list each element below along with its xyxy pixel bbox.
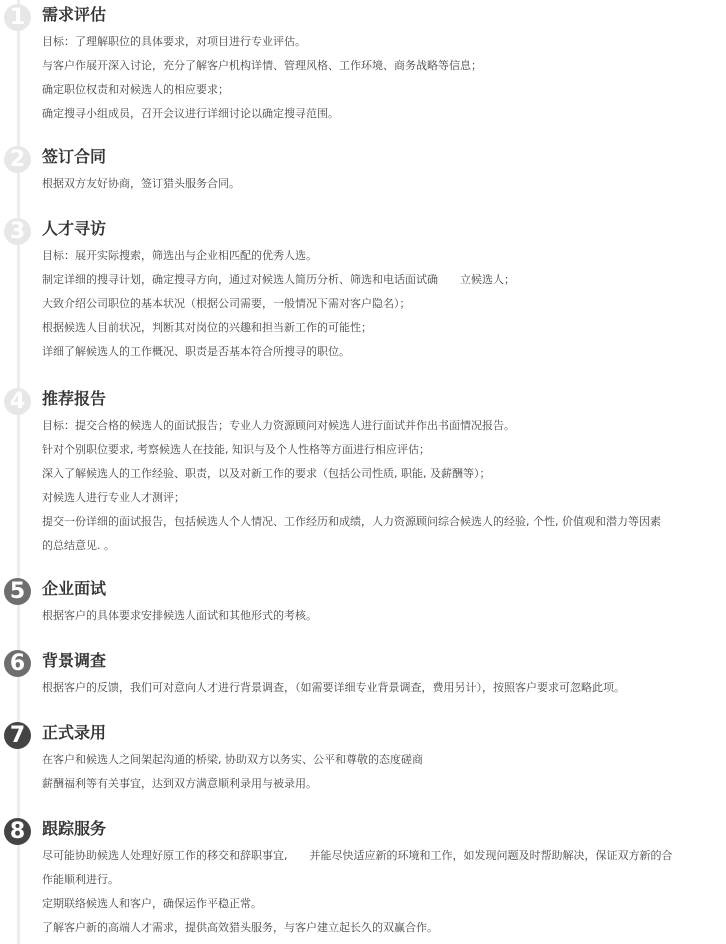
step-description bbox=[42, 414, 726, 558]
description-line: 对候选人进行专业人才测评； bbox=[42, 491, 185, 504]
description-line: 了解客户新的高端人才需求，提供高效猎头服务，与客户建立起长久的双赢合作。 bbox=[42, 921, 438, 934]
description-line: 针对个别职位要求, 考察候选人在技能, 知识与及个人性格等方面进行相应评估； bbox=[42, 443, 430, 456]
step-number-badge: 8 bbox=[4, 818, 31, 845]
step-description bbox=[42, 676, 726, 700]
step-number-badge: 3 bbox=[4, 218, 31, 245]
description-line: 制定详细的搜寻计划，确定搜寻方向，通过对候选人简历分析、筛选和电话面试确 立候选人； bbox=[42, 273, 515, 286]
step-number-badge: 2 bbox=[4, 146, 31, 173]
description-line: 目标：展开实际搜索，筛选出与企业相匹配的优秀人选。 bbox=[42, 249, 317, 262]
step-description bbox=[42, 244, 726, 364]
description-line: 薪酬福利等有关事宜，达到双方满意顺利录用与被录用。 bbox=[42, 777, 317, 790]
description-line: 目标：了理解职位的具体要求，对项目进行专业评估。 bbox=[42, 35, 306, 48]
step-title: 签订合同 bbox=[42, 147, 107, 166]
step-title: 企业面试 bbox=[42, 579, 107, 598]
description-line: 作能顺利进行。 bbox=[42, 873, 119, 886]
description-line: 根据双方友好协商，签订猎头服务合同。 bbox=[42, 177, 240, 190]
description-line: 目标：提交合格的候选人的面试报告；专业人力资源顾问对候选人进行面试并作出书面情况报告。 bbox=[42, 419, 515, 432]
step-description bbox=[42, 844, 726, 940]
description-line: 确定职位权责和对候选人的相应要求； bbox=[42, 83, 229, 96]
step-title: 推荐报告 bbox=[42, 389, 107, 408]
step-number-badge: 6 bbox=[4, 650, 31, 677]
description-line: 大致介绍公司职位的基本状况（根据公司需要，一般情况下需对客户隐名）； bbox=[42, 297, 411, 310]
description-line: 在客户和候选人之间架起沟通的桥梁, 协助双方以务实、公平和尊敬的态度磋商 bbox=[42, 753, 423, 766]
step-title: 需求评估 bbox=[42, 5, 107, 24]
description-line: 根据客户的具体要求安排候选人面试和其他形式的考核。 bbox=[42, 609, 317, 622]
description-line: 根据候选人目前状况，判断其对岗位的兴趣和担当新工作的可能性； bbox=[42, 321, 372, 334]
timeline-line bbox=[17, 0, 20, 944]
description-line: 提交一份详细的面试报告，包括候选人个人情况、工作经历和成绩，人力资源顾问综合候选人的经验, 个性, 价值观和潜力等因素 bbox=[42, 515, 661, 528]
step-title: 正式录用 bbox=[42, 723, 107, 742]
step-description bbox=[42, 604, 726, 628]
step-title: 背景调查 bbox=[42, 651, 107, 670]
step-description bbox=[42, 748, 726, 796]
description-line: 的总结意见. 。 bbox=[42, 539, 115, 552]
step-description bbox=[42, 30, 726, 126]
description-line: 确定搜寻小组成员，召开会议进行详细讨论以确定搜寻范围。 bbox=[42, 107, 339, 120]
description-line: 根据客户的反馈，我们可对意向人才进行背景调查，（如需要详细专业背景调查，费用另计），按照客户要求可忽略此项。 bbox=[42, 681, 625, 694]
step-number-badge: 5 bbox=[4, 578, 31, 605]
step-title: 人才寻访 bbox=[42, 219, 107, 238]
description-line: 与客户作展开深入讨论，充分了解客户机构详情、管理风格、工作环境、商务战略等信息； bbox=[42, 59, 482, 72]
step-number-badge: 4 bbox=[4, 388, 31, 415]
description-line: 详细了解候选人的工作概况、职责是否基本符合所搜寻的职位。 bbox=[42, 345, 350, 358]
description-line: 定期联络候选人和客户，确保运作平稳正常。 bbox=[42, 897, 262, 910]
step-description bbox=[42, 172, 726, 196]
step-title: 跟踪服务 bbox=[42, 819, 107, 838]
step-number-badge: 1 bbox=[4, 4, 31, 31]
description-line: 尽可能协助候选人处理好原工作的移交和辞职事宜, 并能尽快适应新的环境和工作，如发现问题及时帮助解决，保证双方新的合 bbox=[42, 849, 673, 862]
description-line: 深入了解候选人的工作经验、职责，以及对新工作的要求（包括公司性质, 职能, 及薪酬等）； bbox=[42, 467, 491, 480]
step-number-badge: 7 bbox=[4, 722, 31, 749]
